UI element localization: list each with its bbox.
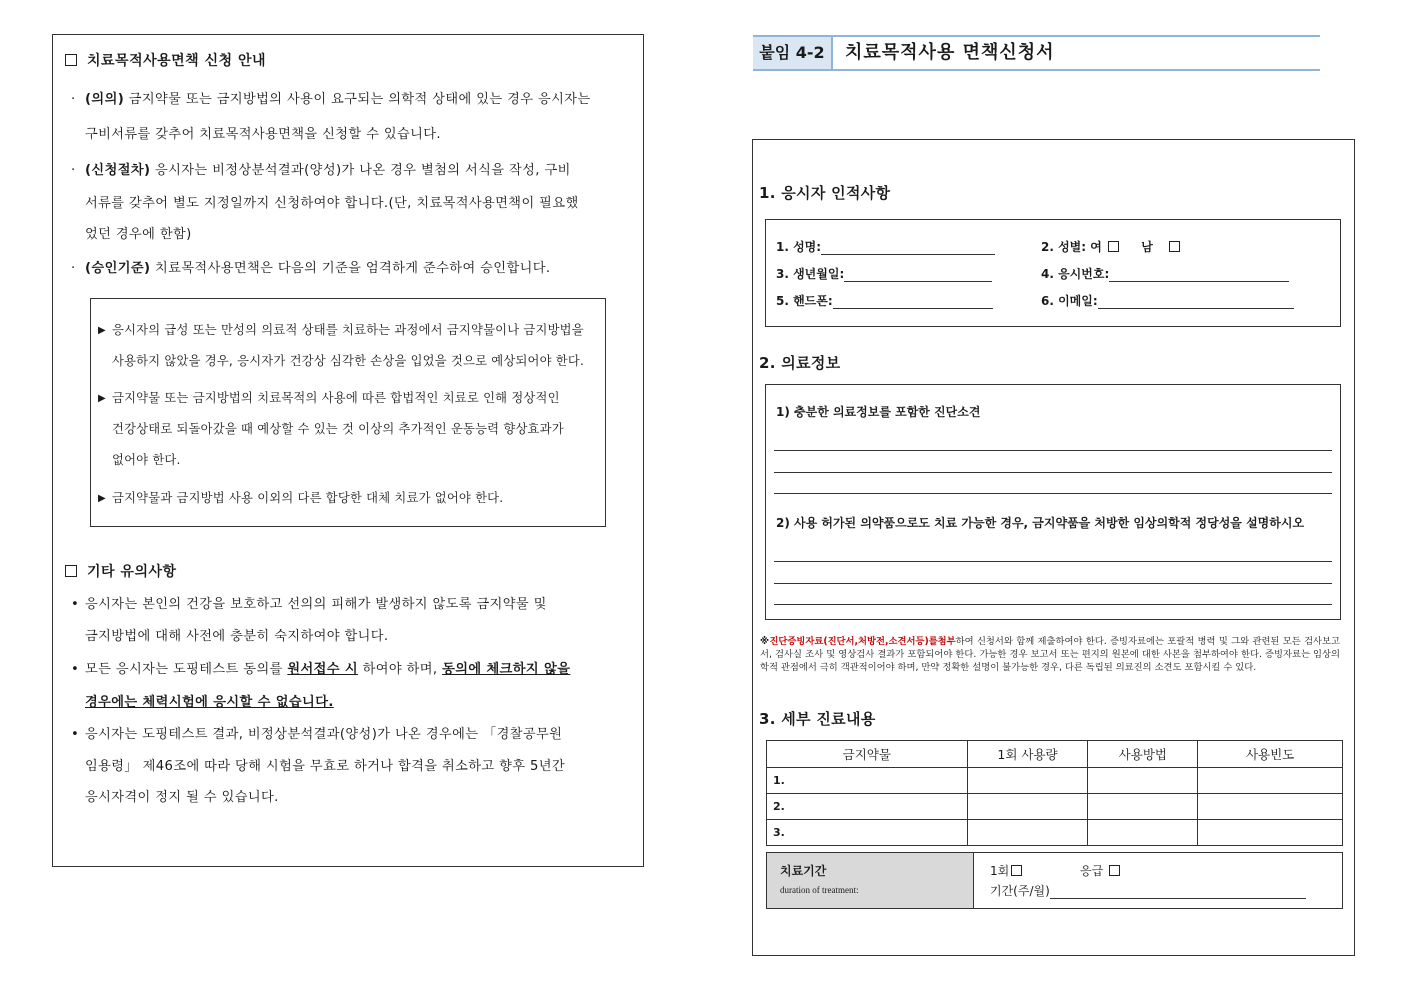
notes-item-1 xyxy=(71,588,640,621)
justification-question: 2) 사용 허가된 의약품으로도 치료 가능한 경우, 금지약품을 처방한 임상의학적 정당성을 설명하시오 xyxy=(776,516,1305,530)
item-keyword: (의의) xyxy=(85,92,125,107)
notes-item-1-line2: 금지방법에 대해 사전에 충분히 숙지하여야 합니다. xyxy=(85,629,389,644)
table-header-row xyxy=(767,741,1343,768)
exam-number-input-line[interactable] xyxy=(1109,269,1289,282)
criteria-3 xyxy=(98,483,504,514)
criteria-text: 금지약물 또는 금지방법의 치료목적의 사용에 따른 합법적인 치료로 인해 정상적인 xyxy=(112,391,560,405)
field-label: 5. 핸드폰: xyxy=(776,294,833,308)
option-label: 응급 xyxy=(1080,864,1104,878)
section-heading-medical: 2. 의료정보 xyxy=(759,354,841,372)
notes-item-3 xyxy=(71,718,640,751)
treatment-duration-label-cell xyxy=(767,853,974,908)
criteria-2 xyxy=(98,383,560,414)
notes-item-2 xyxy=(71,653,640,686)
triangle-bullet-icon: ▶ xyxy=(98,493,106,504)
period-field[interactable] xyxy=(990,882,1306,899)
table-cell[interactable] xyxy=(967,768,1088,794)
field-label: 기간(주/월) xyxy=(990,884,1050,898)
treatment-duration-label: 치료기간 xyxy=(780,864,827,878)
email-input-line[interactable] xyxy=(1098,296,1294,309)
row-number[interactable]: 2. xyxy=(767,794,968,820)
checkbox-square-icon xyxy=(65,565,77,577)
phone-input-line[interactable] xyxy=(833,296,993,309)
guide-item-meaning xyxy=(71,83,635,116)
bullet-dot: • xyxy=(71,727,80,742)
guide-item-procedure-line2: 서류를 갖추어 별도 지정일까지 신청하여야 합니다.(단, 치료목적사용면책이 필요했 xyxy=(85,196,579,211)
name-field[interactable] xyxy=(776,238,995,255)
once-option xyxy=(990,862,1022,879)
field-label: 1. 성명: xyxy=(776,240,822,254)
item-text: 모든 응시자는 도핑테스트 동의를 xyxy=(85,662,288,677)
female-checkbox[interactable] xyxy=(1108,241,1119,252)
triangle-bullet-icon: ▶ xyxy=(98,393,106,404)
phone-field[interactable] xyxy=(776,292,993,309)
exam-number-field[interactable] xyxy=(1041,265,1289,282)
column-header: 사용방법 xyxy=(1088,741,1198,768)
guide-item-criteria xyxy=(71,252,635,285)
guide-item-procedure-line3: 었던 경우에 한함) xyxy=(85,227,192,242)
birthdate-input-line[interactable] xyxy=(844,269,992,282)
column-header: 1회 사용량 xyxy=(967,741,1088,768)
attachment-tag: 붙임 4-2 xyxy=(753,37,833,69)
diagnosis-answer-line[interactable] xyxy=(774,472,1332,473)
item-text: 응시자는 도핑테스트 결과, 비정상분석결과(양성)가 나온 경우에는 「경찰공무원 xyxy=(85,727,563,742)
section-heading-notes xyxy=(65,561,177,581)
gender-field xyxy=(1041,238,1180,255)
field-label: 3. 생년월일: xyxy=(776,267,845,281)
table-cell[interactable] xyxy=(1088,820,1198,846)
notes-item-3-line3: 응시자격이 정지 될 수 있습니다. xyxy=(85,790,279,805)
treatment-table xyxy=(766,740,1343,846)
bullet-dot: · xyxy=(71,92,76,107)
underlined-text: 동의에 체크하지 않을 xyxy=(442,662,571,677)
form-title-bar xyxy=(753,35,1320,71)
row-number[interactable]: 3. xyxy=(767,820,968,846)
heading-text: 치료목적사용면책 신청 안내 xyxy=(87,53,267,69)
checkbox-square-icon xyxy=(65,54,77,66)
field-label: 남 xyxy=(1141,240,1153,254)
criteria-1-line2: 사용하지 않았을 경우, 응시자가 건강상 심각한 손상을 입었을 것으로 예상되어야 한다. xyxy=(112,354,585,368)
emergency-checkbox[interactable] xyxy=(1109,865,1120,876)
table-cell[interactable] xyxy=(1198,794,1343,820)
once-checkbox[interactable] xyxy=(1011,865,1022,876)
item-text: 응시자는 비정상분석결과(양성)가 나온 경우 별첨의 서식을 작성, 구비 xyxy=(150,163,571,178)
diagnosis-answer-line[interactable] xyxy=(774,450,1332,451)
criteria-text: 금지약물과 금지방법 사용 이외의 다른 합당한 대체 치료가 없어야 한다. xyxy=(112,491,504,505)
diagnosis-answer-line[interactable] xyxy=(774,493,1332,494)
item-keyword: (승인기준) xyxy=(85,261,151,276)
section-heading-treatment: 3. 세부 진료내용 xyxy=(759,710,876,728)
column-header: 사용빈도 xyxy=(1198,741,1343,768)
form-title: 치료목적사용 면책신청서 xyxy=(845,42,1055,63)
treatment-duration-box xyxy=(766,852,1343,909)
item-text: 하여야 하며, xyxy=(358,662,443,677)
table-row xyxy=(767,768,1343,794)
justification-answer-line[interactable] xyxy=(774,604,1332,605)
table-cell[interactable] xyxy=(1198,768,1343,794)
heading-text: 기타 유의사항 xyxy=(87,564,177,580)
criteria-2-line2: 건강상태로 되돌아갔을 때 예상할 수 있는 것 이상의 추가적인 운동능력 향상효과가 xyxy=(112,422,564,436)
table-row xyxy=(767,820,1343,846)
justification-answer-line[interactable] xyxy=(774,583,1332,584)
guide-item-procedure xyxy=(71,154,640,187)
underlined-text: 원서접수 시 xyxy=(287,662,359,677)
table-cell[interactable] xyxy=(967,794,1088,820)
option-label: 1회 xyxy=(990,864,1010,878)
email-field[interactable] xyxy=(1041,292,1294,309)
note-mark: ※ xyxy=(760,636,770,647)
diagnosis-question: 1) 충분한 의료정보를 포함한 진단소견 xyxy=(776,405,981,419)
name-input-line[interactable] xyxy=(821,242,995,255)
table-cell[interactable] xyxy=(967,820,1088,846)
section-heading-tue-guide xyxy=(65,50,266,70)
bullet-dot: • xyxy=(71,597,80,612)
emergency-option xyxy=(1080,862,1120,879)
note-text: 하여 신청서와 함께 제출하여야 한다. 증빙자료에는 포괄적 병력 및 그와 관련된 모든 검사보고서, 검사실 조사 및 영상검사 결과가 포함되어야 한다. 가능한 경우 보고서 또는 편지의 원본에 대한 사본을 첨부하여야 한다. 증빙자료는 임상의학적 관점에서 극히 객관적이어야 하며, 만약 정확한 설명이 불가능한 경우, 다른 독립된 의료진의 소견도 포함시킬 수 있다. xyxy=(760,636,1340,673)
table-cell[interactable] xyxy=(1198,820,1343,846)
criteria-2-line3: 없어야 한다. xyxy=(112,453,181,467)
table-cell[interactable] xyxy=(1088,794,1198,820)
criteria-text: 응시자의 급성 또는 만성의 의료적 상태를 치료하는 과정에서 금지약물이나 금지방법을 xyxy=(112,323,584,337)
field-label: 4. 응시번호: xyxy=(1041,267,1110,281)
bullet-dot: · xyxy=(71,163,76,178)
notes-item-2-line2: 경우에는 체력시험에 응시할 수 없습니다. xyxy=(85,695,334,710)
triangle-bullet-icon: ▶ xyxy=(98,325,106,336)
birthdate-field[interactable] xyxy=(776,265,992,282)
treatment-duration-label-en: duration of treatment: xyxy=(780,885,859,895)
row-number[interactable]: 1. xyxy=(767,768,968,794)
note-highlight: 진단증빙자료(진단서,처방전,소견서등)를첨부 xyxy=(769,636,956,647)
guide-item-meaning-line2: 구비서류를 갖추어 치료목적사용면책을 신청할 수 있습니다. xyxy=(85,127,442,142)
item-text: 치료목적사용면책은 다음의 기준을 엄격하게 준수하여 승인합니다. xyxy=(150,261,551,276)
bullet-dot: · xyxy=(71,261,76,276)
criteria-1 xyxy=(98,315,584,346)
item-keyword: (신청절차) xyxy=(85,163,151,178)
section-heading-applicant: 1. 응시자 인적사항 xyxy=(759,184,891,202)
field-label: 6. 이메일: xyxy=(1041,294,1098,308)
notes-item-3-line2: 임용령」 제46조에 따라 당해 시험을 무효로 하거나 합격을 취소하고 향후 5년간 xyxy=(85,759,566,774)
period-input-line[interactable] xyxy=(1050,886,1306,899)
field-label: 2. 성별: 여 xyxy=(1041,240,1102,254)
table-row xyxy=(767,794,1343,820)
item-text: 응시자는 본인의 건강을 보호하고 선의의 피해가 발생하지 않도록 금지약물 및 xyxy=(85,597,547,612)
male-checkbox[interactable] xyxy=(1169,241,1180,252)
justification-answer-line[interactable] xyxy=(774,561,1332,562)
item-text: 금지약물 또는 금지방법의 사용이 요구되는 의학적 상태에 있는 경우 응시자는 xyxy=(124,92,591,107)
bullet-dot: • xyxy=(71,662,80,677)
table-cell[interactable] xyxy=(1088,768,1198,794)
evidence-note xyxy=(760,635,1340,674)
column-header: 금지약물 xyxy=(767,741,968,768)
